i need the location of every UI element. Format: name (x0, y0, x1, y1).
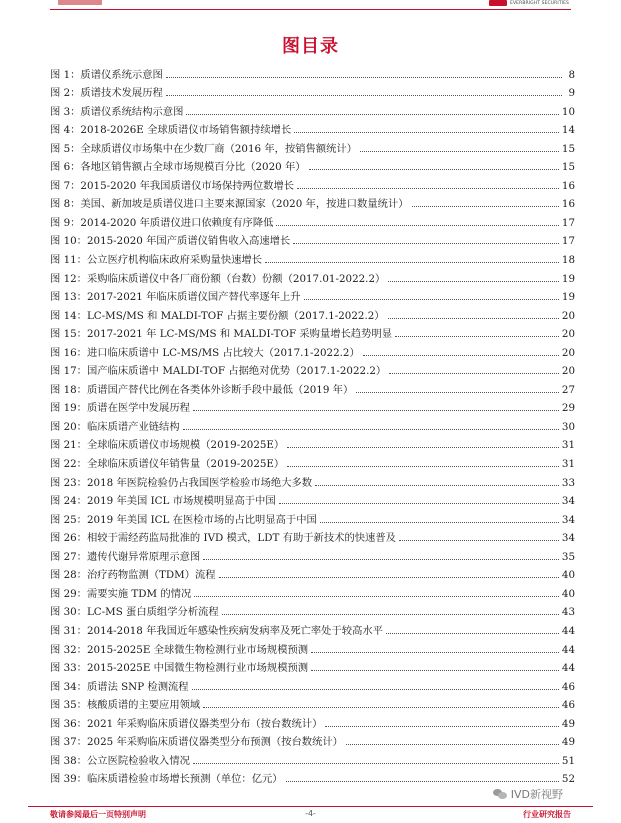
toc-entry[interactable] (50, 136, 575, 155)
toc-entry[interactable] (50, 544, 575, 563)
toc-entry[interactable] (50, 118, 575, 137)
toc-entry-page: 15 (561, 161, 575, 174)
toc-entry[interactable] (50, 581, 575, 600)
toc-entry-label: 图 35：核酸质谱的主要应用领域 (50, 699, 201, 712)
toc-entry-page: 40 (561, 587, 575, 600)
toc-leader-dots (309, 168, 559, 170)
toc-entry-label: 图 32：2015-2025E 全球微生物检测行业市场规模预测 (50, 643, 309, 656)
toc-entry-label: 图 28：治疗药物监测（TDM）流程 (50, 569, 216, 582)
toc-entry[interactable] (50, 433, 575, 452)
toc-entry-page: 16 (561, 179, 575, 192)
toc-entry-page: 44 (561, 662, 575, 675)
toc-entry[interactable] (50, 674, 575, 693)
toc-leader-dots (193, 409, 559, 411)
footer-disclaimer: 敬请参阅最后一页特别声明 (50, 810, 146, 819)
toc-entry-label: 图 7：2015-2020 年我国质谱仪市场保持两位数增长 (50, 179, 295, 192)
page-number: -4- (305, 809, 316, 818)
toc-entry-page: 9 (568, 87, 575, 100)
toc-leader-dots (395, 335, 559, 337)
toc-entry-page: 8 (568, 68, 575, 81)
toc-entry-label: 图 21：全球临床质谱仪市场规模（2019-2025E） (50, 439, 285, 452)
toc-entry[interactable] (50, 563, 575, 582)
toc-entry-label: 图 23：2018 年医院检验仍占我国医学检验市场绝大多数 (50, 476, 313, 489)
toc-entry-label: 图 31：2014-2018 年我国近年感染性疾病发病率及死亡率处于较高水平 (50, 624, 383, 637)
toc-leader-dots (388, 317, 559, 319)
toc-leader-dots (166, 94, 562, 96)
toc-leader-dots (276, 224, 558, 226)
toc-entry-page: 19 (561, 272, 575, 285)
toc-leader-dots (265, 261, 559, 263)
toc-entry-label: 图 37：2025 年采购临床质谱仪器类型分布预测（按台数统计） (50, 736, 343, 749)
toc-leader-dots (297, 187, 559, 189)
toc-leader-dots (360, 150, 559, 152)
toc-leader-dots (294, 131, 559, 133)
toc-entry-page: 34 (561, 513, 575, 526)
toc-entry-label: 图 14：LC-MS/MS 和 MALDI-TOF 占据主要份额（2017.1-2022.2） (50, 309, 385, 322)
toc-leader-dots (320, 521, 559, 523)
toc-leader-dots (287, 465, 559, 467)
toc-entry[interactable] (50, 155, 575, 174)
toc-leader-dots (325, 725, 559, 727)
toc-entry[interactable] (50, 229, 575, 248)
toc-leader-dots (166, 76, 562, 78)
toc-entry[interactable] (50, 377, 575, 396)
page-title: 图目录 (282, 36, 339, 57)
toc-entry-label: 图 20：临床质谱产业链结构 (50, 420, 180, 433)
toc-leader-dots (386, 632, 559, 634)
toc-entry-label: 图 15：2017-2021 年 LC-MS/MS 和 MALDI-TOF 采购量增长趋势明显 (50, 328, 393, 341)
toc-entry-label: 图 6：各地区销售额占全球市场规模百分比（2020 年） (50, 161, 306, 174)
brand-logo-icon (489, 0, 507, 6)
toc-entry[interactable] (50, 396, 575, 415)
toc-entry-page: 27 (561, 383, 575, 396)
toc-entry[interactable] (50, 285, 575, 304)
toc-entry-page: 17 (561, 235, 575, 248)
toc-entry[interactable] (50, 526, 575, 545)
toc-entry[interactable] (50, 748, 575, 767)
toc-entry[interactable] (50, 414, 575, 433)
watermark (493, 786, 563, 802)
toc-entry-label: 图 29：需要实施 TDM 的情况 (50, 587, 192, 600)
toc-entry[interactable] (50, 266, 575, 285)
footer-report-type: 行业研究报告 (523, 810, 571, 819)
toc-leader-dots (293, 242, 559, 244)
toc-entry[interactable] (50, 173, 575, 192)
toc-leader-dots (363, 354, 559, 356)
toc-entry-label: 图 11：公立医疗机构临床政府采购量快速增长 (50, 254, 263, 267)
toc-entry-page: 33 (561, 476, 575, 489)
toc-entry-label: 图 19：质谱在医学中发展历程 (50, 402, 190, 415)
toc-leader-dots (222, 613, 559, 615)
toc-leader-dots (388, 280, 559, 282)
toc-entry-label: 图 36：2021 年采购临床质谱仪器类型分布（按台数统计） (50, 717, 323, 730)
toc-entry-page: 52 (561, 773, 575, 786)
toc-entry[interactable] (50, 247, 575, 266)
toc-entry[interactable] (50, 507, 575, 526)
toc-entry-page: 20 (561, 365, 575, 378)
page-header (0, 0, 621, 9)
toc-entry-page: 46 (561, 680, 575, 693)
toc-entry-page: 46 (561, 699, 575, 712)
toc-entry[interactable] (50, 656, 575, 675)
toc-entry-page: 49 (561, 717, 575, 730)
toc-leader-dots (311, 669, 559, 671)
toc-entry-label: 图 10：2015-2020 年国产质谱仪销售收入高速增长 (50, 235, 291, 248)
toc-entry-page: 30 (561, 420, 575, 433)
toc-entry-label: 图 18：质谱国产替代比例在各类体外诊断手段中最低（2019 年） (50, 383, 354, 396)
toc-entry-label: 图 26：相较于需经药监局批准的 IVD 模式，LDT 有助于新技术的快速普及 (50, 532, 396, 545)
toc-entry-label: 图 33：2015-2025E 中国微生物检测行业市场规模预测 (50, 662, 309, 675)
header-divider (50, 9, 571, 10)
toc-entry-page: 17 (561, 216, 575, 229)
toc-entry-label: 图 24：2019 年美国 ICL 市场规模明显高于中国 (50, 495, 276, 508)
toc-leader-dots (203, 706, 559, 708)
toc-entry[interactable] (50, 451, 575, 470)
toc-entry-page: 31 (561, 458, 575, 471)
toc-entry-label: 图 9：2014-2020 年质谱仪进口依赖度有序降低 (50, 216, 274, 229)
toc-leader-dots (399, 539, 559, 541)
toc-entry[interactable] (50, 322, 575, 341)
toc-entry[interactable] (50, 637, 575, 656)
page-footer (50, 809, 571, 821)
toc-entry[interactable] (50, 359, 575, 378)
toc-entry-label: 图 1：质谱仪系统示意图 (50, 68, 163, 81)
toc-entry-page: 35 (561, 550, 575, 563)
brand (489, 0, 569, 6)
toc-entry[interactable] (50, 303, 575, 322)
toc-entry-label: 图 2：质谱技术发展历程 (50, 87, 163, 100)
toc-entry-page: 44 (561, 624, 575, 637)
toc-entry-page: 31 (561, 439, 575, 452)
toc-entry[interactable] (50, 600, 575, 619)
toc-leader-dots (286, 780, 559, 782)
toc-entry[interactable] (50, 470, 575, 489)
toc-entry-page: 15 (561, 142, 575, 155)
toc-entry[interactable] (50, 99, 575, 118)
toc-leader-dots (356, 391, 559, 393)
toc-entry-label: 图 3：质谱仪系统结构示意图 (50, 105, 184, 118)
toc-entry[interactable] (50, 340, 575, 359)
toc-entry-label: 图 4：2018-2026E 全球质谱仪市场销售额持续增长 (50, 124, 292, 137)
toc-entry-page: 44 (561, 643, 575, 656)
toc-entry-page: 40 (561, 569, 575, 582)
toc-leader-dots (279, 502, 559, 504)
toc-leader-dots (219, 576, 559, 578)
watermark-text: IVD新视野 (510, 788, 563, 801)
toc-leader-dots (304, 298, 559, 300)
toc-leader-dots (194, 595, 559, 597)
toc-leader-dots (183, 428, 559, 430)
toc-entry[interactable] (50, 767, 575, 786)
toc-leader-dots (311, 651, 559, 653)
toc-entry-page: 34 (561, 532, 575, 545)
toc-entry[interactable] (50, 730, 575, 749)
toc-entry-label: 图 16：进口临床质谱中 LC-MS/MS 占比较大（2017.1-2022.2） (50, 346, 360, 359)
toc-leader-dots (389, 372, 559, 374)
toc-leader-dots (346, 743, 559, 745)
toc-entry[interactable] (50, 618, 575, 637)
toc-entry-label: 图 5：全球质谱仪市场集中在少数厂商（2016 年，按销售额统计） (50, 142, 358, 155)
toc-leader-dots (315, 484, 559, 486)
toc-entry[interactable] (50, 81, 575, 100)
toc-entry-label: 图 39：临床质谱检验市场增长预测（单位：亿元） (50, 773, 283, 786)
toc-entry-label: 图 27：遗传代谢异常原理示意图 (50, 550, 201, 563)
toc-entry-page: 18 (561, 254, 575, 267)
toc-entry[interactable] (50, 489, 575, 508)
toc-entry-label: 图 8：美国、新加坡是质谱仪进口主要来源国家（2020 年，按进口数量统计） (50, 198, 409, 211)
toc-entry-page: 14 (561, 124, 575, 137)
toc-entry-label: 图 34：质谱法 SNP 检测流程 (50, 680, 189, 693)
toc-leader-dots (412, 205, 559, 207)
toc-entry-page: 10 (561, 105, 575, 118)
toc-entry-page: 49 (561, 736, 575, 749)
toc-entry-page: 20 (561, 328, 575, 341)
wechat-icon (493, 788, 507, 800)
toc-entry-page: 20 (561, 309, 575, 322)
toc-entry-page: 34 (561, 495, 575, 508)
toc-entry[interactable] (50, 192, 575, 211)
toc-leader-dots (287, 446, 559, 448)
toc-entry[interactable] (50, 693, 575, 712)
toc-entry-label: 图 22：全球临床质谱仪年销售量（2019-2025E） (50, 458, 285, 471)
toc-entry-label: 图 30：LC-MS 蛋白质组学分析流程 (50, 606, 219, 619)
brand-text: EVERBRIGHT SECURITIES (510, 0, 569, 6)
toc-entry-page: 43 (561, 606, 575, 619)
figure-list (50, 62, 575, 785)
toc-entry-label: 图 13：2017-2021 年临床质谱仪国产替代率逐年上升 (50, 291, 301, 304)
toc-entry[interactable] (50, 711, 575, 730)
header-left-mark (58, 0, 102, 5)
toc-entry[interactable] (50, 210, 575, 229)
toc-leader-dots (203, 558, 559, 560)
toc-entry-page: 16 (561, 198, 575, 211)
toc-entry[interactable] (50, 62, 575, 81)
toc-entry-page: 20 (561, 346, 575, 359)
toc-entry-label: 图 12：采购临床质谱仪中各厂商份额（台数）份额（2017.01-2022.2） (50, 272, 386, 285)
toc-entry-label: 图 38：公立医院检验收入情况 (50, 754, 190, 767)
toc-leader-dots (186, 113, 559, 115)
footer-divider (28, 806, 593, 807)
toc-entry-label: 图 25：2019 年美国 ICL 在医检市场的占比明显高于中国 (50, 513, 317, 526)
toc-leader-dots (193, 762, 559, 764)
toc-entry-page: 19 (561, 291, 575, 304)
toc-entry-page: 51 (561, 754, 575, 767)
toc-entry-page: 29 (561, 402, 575, 415)
toc-leader-dots (192, 688, 559, 690)
toc-entry-label: 图 17：国产临床质谱中 MALDI-TOF 占据绝对优势（2017.1-2022.2） (50, 365, 387, 378)
